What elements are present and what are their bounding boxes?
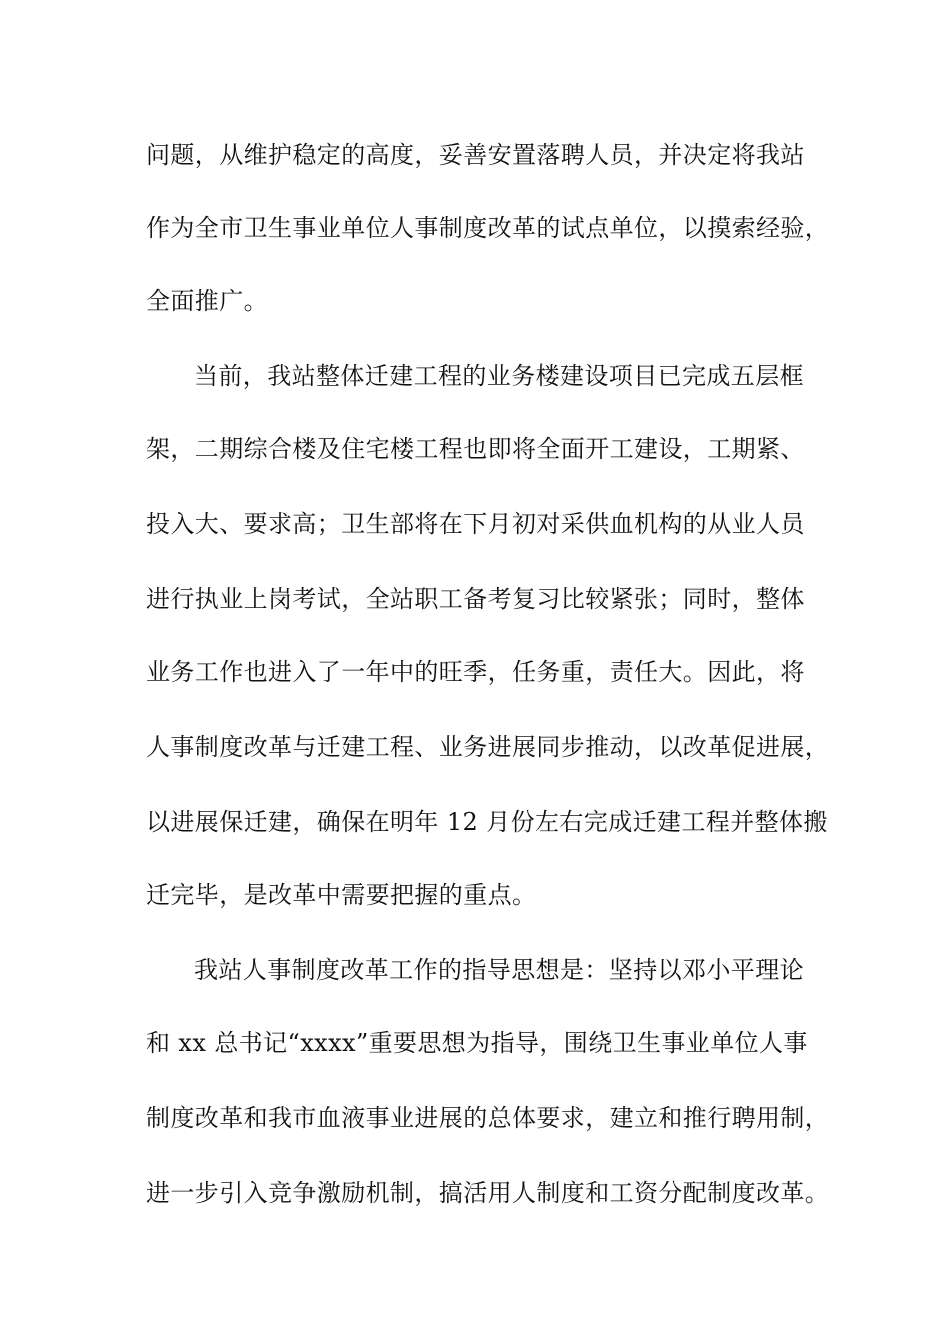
text-line: 全面推广。 (146, 287, 268, 315)
text-line: 迁完毕，是改革中需要把握的重点。 (146, 881, 537, 909)
text-line: 我站人事制度改革工作的指导思想是：坚持以邓小平理论 (194, 956, 804, 984)
text-line: 进一步引入竞争激励机制，搞活用人制度和工资分配制度改革。 (146, 1179, 830, 1207)
text-line: 当前，我站整体迁建工程的业务楼建设项目已完成五层框 (194, 362, 804, 390)
text-line: 问题，从维护稳定的高度，妥善安置落聘人员，并决定将我站 (146, 141, 805, 169)
text-line: 投入大、要求高；卫生部将在下月初对采供血机构的从业人员 (146, 510, 805, 538)
text-line: 以进展保迁建，确保在明年 12 月份左右完成迁建工程并整体搬 (146, 808, 828, 836)
text-line: 进行执业上岗考试，全站职工备考复习比较紧张；同时，整体 (146, 585, 805, 613)
text-line: 业务工作也进入了一年中的旺季，任务重，责任大。因此，将 (146, 658, 805, 686)
text-line: 制度改革和我市血液事业进展的总体要求，建立和推行聘用制， (146, 1104, 830, 1132)
text-line: 架，二期综合楼及住宅楼工程也即将全面开工建设，工期紧、 (146, 435, 805, 463)
text-line: 作为全市卫生事业单位人事制度改革的试点单位，以摸索经验， (146, 214, 830, 242)
text-line: 和 xx 总书记“xxxx”重要思想为指导，围绕卫生事业单位人事 (146, 1029, 808, 1057)
text-line: 人事制度改革与迁建工程、业务进展同步推动，以改革促进展， (146, 733, 830, 761)
